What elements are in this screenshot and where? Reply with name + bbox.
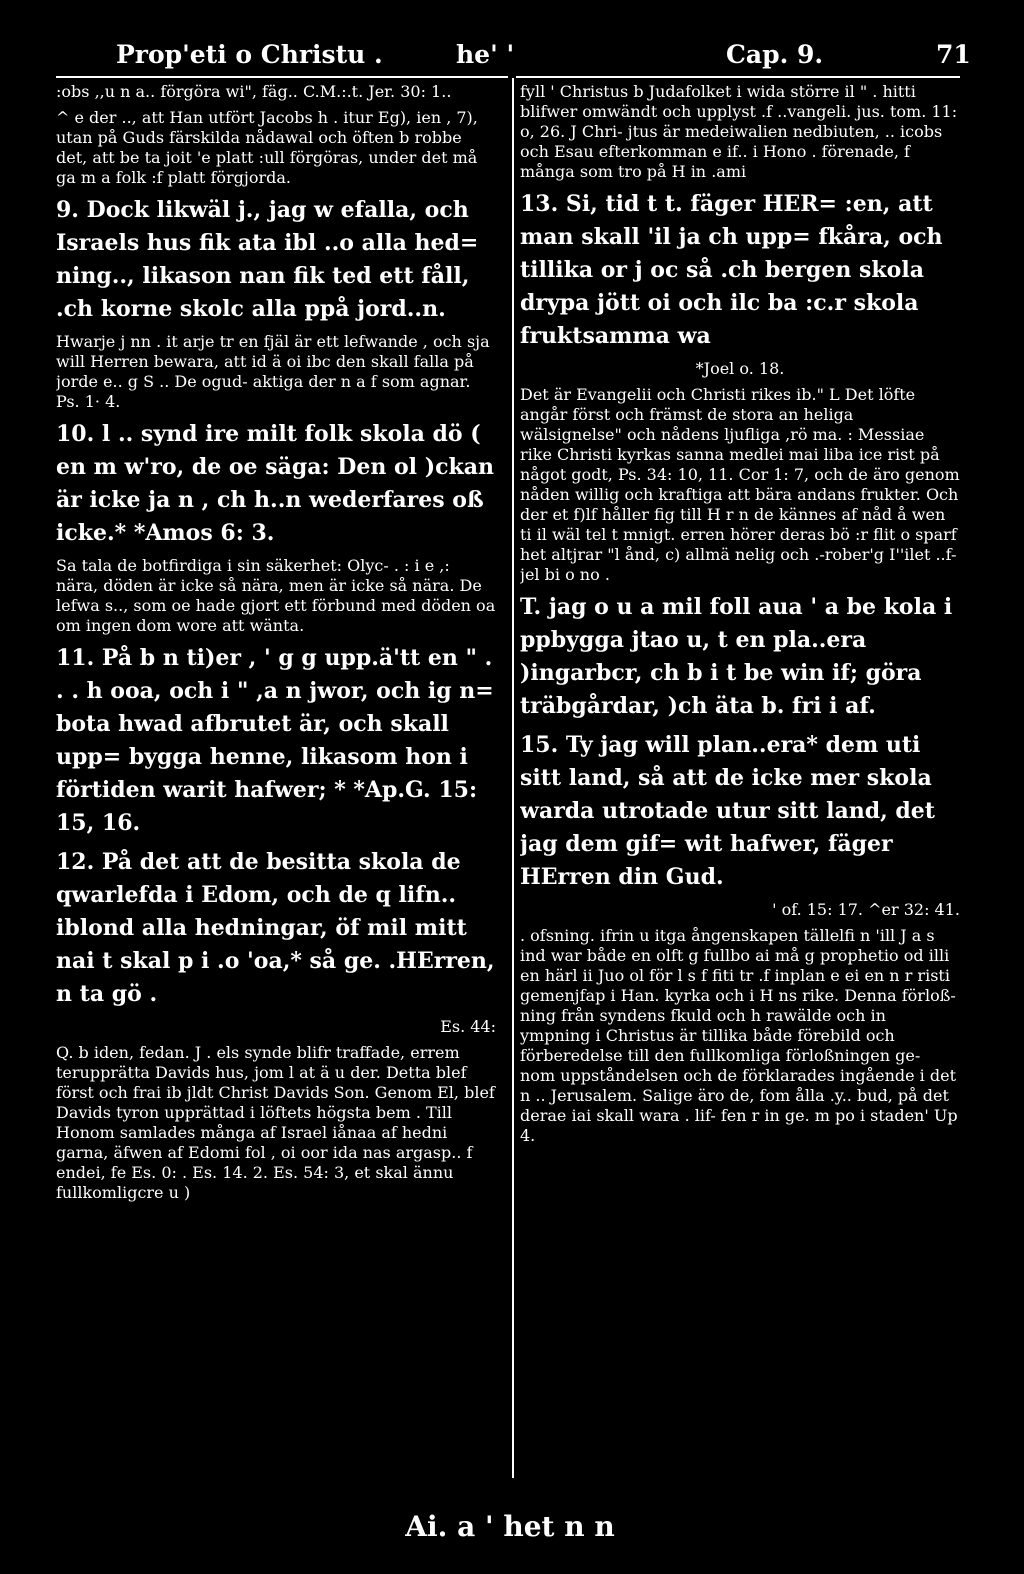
paragraph: . ofsning. ifrin u itga ångenskapen tällelfi n 'ill J a s ind war både en olft g fullbo ai må g prophetio od illi en härl ii Juo ol för l s f fiti tr .f inplan e ei en n r risti gemenjfap i Han. kyrka och i H ns rike. Denna förloß- ning från syndens fkuld och h rawälde och in ympning i Christus är tillika både förebild och förberedelse till den fullkomliga förloßningen ge- nom uppståndelsen och de förklarades ingående i det n .. Jerusalem. Salige äro de, fom ålla .y.. bud, på det derae iai skall wara . lif- fen r in ge. m po i staden' Up 4. xyxy=(520,926,958,1145)
running-header xyxy=(56,40,992,74)
header-middle: he' ' xyxy=(456,40,515,69)
paragraph: 12. På det att de besitta skola de qwarlefda i Edom, och de q lifn.. iblond alla hedningar, öf mil mitt nai t skal p i .o 'oa,* så ge. .HErren, n ta gö . xyxy=(56,849,495,1007)
paragraph: Det är Evangelii och Christi rikes ib." L Det löfte angår först och främst de stora an heliga wälsignelse" och nådens ljufliga ,rö ma. : Messiae rike Christi kyrkas sanna medlei mai liba ice rist på något godt, Ps. 34: 10, 11. Cor 1: 7, och de äro genom nåden willig och kraftiga att bära andans frukter. Och der et f)lf håller fig till H r n de kännes af nåd å wen ti il wäl tel t mnigt. erren hörer deras bö :r flit o sparf het altjrar "l ånd, c) allmä nelig och .-rober'g I''ilet ..f- jel bi o no . xyxy=(520,385,960,584)
paragraph: 11. På b n ti)er , ' g g upp.ä'tt en " . . . h ooa, och i " ,a n jwor, och ig n= bota hwad afbrutet är, och skall upp= bygga henne, likasom hon i förtiden warit hafwer; * *Ap.G. 15: 15, 16. xyxy=(56,645,494,836)
catchword-footer: Ai. a ' het n n xyxy=(405,1510,615,1543)
left-column xyxy=(56,82,496,1209)
paragraph: Q. b iden, fedan. J . els synde blifr traffade, errem terupprätta Davids hus, jom l at ä u der. Detta blef först och frai ib jldt Christ Davids Son. Genom El, blef Davids tyron upprättad i löftets högsta bem . Till Honom samlades många af Israel iånaa af hedni garna, äfwen af Edomi fol , oi oor ida nas argasp.. f endei, fe Es. 0: . Es. 14. 2. Es. 54: 3, et skal ännu fullkomligcre u ) xyxy=(56,1043,495,1202)
paragraph: Sa tala de botfirdiga i sin säkerhet: Olyc- . : i e ,: nära, döden är icke så nära, men är icke så nära. De lefwa s.., som oe hade gjort ett förbund med döden oa om ingen dom wore att wänta. xyxy=(56,556,496,635)
paragraph: 15. Ty jag will plan..era* dem uti sitt land, så att de icke mer skola warda utrotade utur sitt land, det jag dem gif= wit hafwer, fäger HErren din Gud. xyxy=(520,732,935,890)
paragraph: Es. 44: xyxy=(440,1017,496,1036)
right-column xyxy=(520,82,960,1152)
paragraph: T. jag o u a mil foll aua ' a be kola i ppbygga jtao u, t en pla..era )ingarbcr, ch b i t be win if; göra träbgårdar, )ch äta b. fri i af. xyxy=(520,594,953,719)
paragraph: ' of. 15: 17. ^er 32: 41. xyxy=(772,900,960,919)
paragraph: 9. Dock likwäl j., jag w efalla, och Israels hus fik ata ibl ..o alla hed= ning.., likason nan fik ted ett fåll, .ch korne skolc alla ppå jord..n. xyxy=(56,197,479,322)
paragraph: fyll ' Christus b Judafolket i wida större il " . hitti blifwer omwändt och upplyst .f ..vangeli. jus. tom. 11: o, 26. J Chri- jtus är medeiwalien nedbiuten, .. icobs och Esau efterkomman e if.. i Hono . förenade, f många som tro på H in .ami xyxy=(520,82,958,181)
header-title: Prop'eti o Christu . xyxy=(116,40,383,69)
paragraph: ^ e der .., att Han utfört Jacobs h . itur Eg), ien , 7), utan på Guds färskilda nådawal och öften b robbe det, att be ta joit 'e platt :ull förgöras, under det må ga m a folk :f platt förgjorda. xyxy=(56,108,478,187)
paragraph: :obs ,,u n a.. förgöra wi", fäg.. C.M.:.t. Jer. 30: 1.. xyxy=(56,82,452,101)
header-rule-left xyxy=(56,76,508,78)
header-chapter: Cap. 9. xyxy=(726,40,824,69)
paragraph: 10. l .. synd ire milt folk skola dö ( en m w'ro, de oe säga: Den ol )ckan är icke ja n , ch h..n wederfares oß icke.* *Amos 6: 3. xyxy=(56,421,494,546)
page-number: 71 xyxy=(936,40,971,69)
paragraph: 13. Si, tid t t. fäger HER= :en, att man skall 'il ja ch upp= fkåra, och tillika or j oc så .ch bergen skola drypa jött oi och ilc ba :c.r skola fruktsamma wa xyxy=(520,191,943,349)
header-rule-right xyxy=(516,76,960,78)
paragraph: *Joel o. 18. xyxy=(695,359,785,378)
paragraph: Hwarje j nn . it arje tr en fjäl är ett lefwande , och sja will Herren bewara, att id ä oi ibc den skall falla på jorde e.. g S .. De ogud- aktiga der n a f som agnar. Ps. 1· 4. xyxy=(56,332,490,411)
column-divider xyxy=(512,78,514,1478)
